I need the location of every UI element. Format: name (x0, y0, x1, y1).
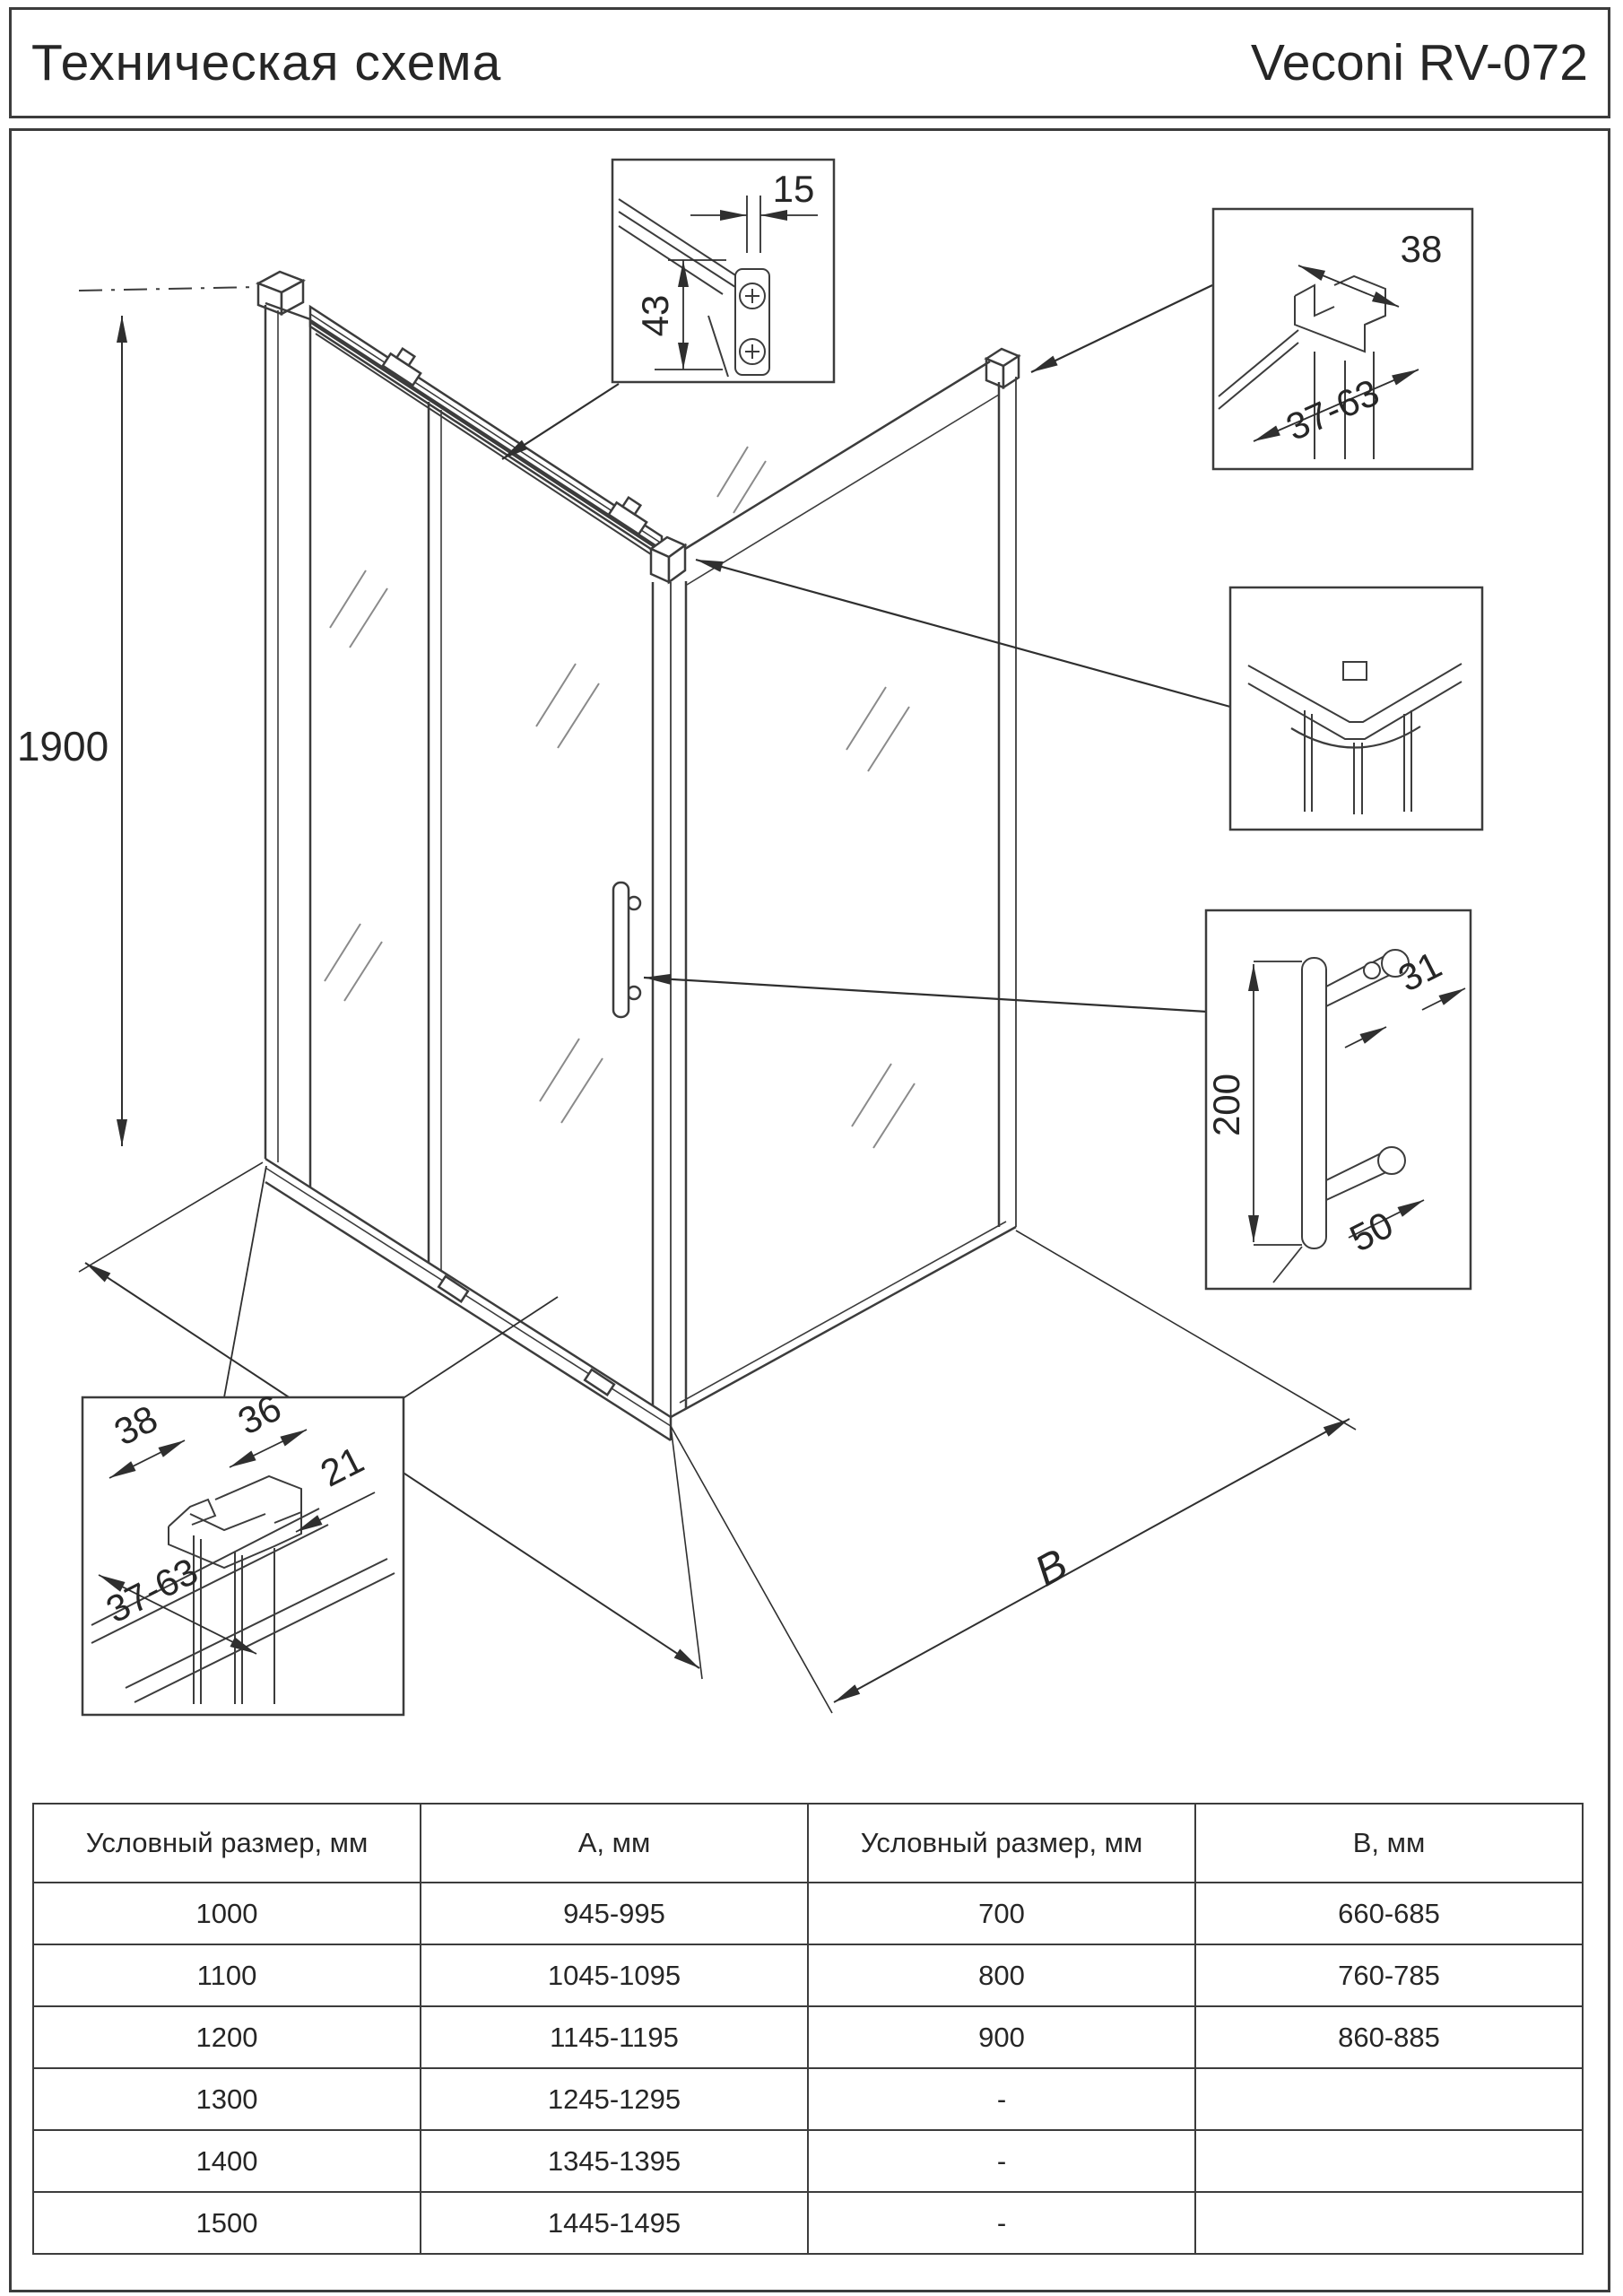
cell: 1400 (33, 2130, 421, 2192)
cell: 1045-1095 (421, 1944, 808, 2006)
cell: 1145-1195 (421, 2006, 808, 2068)
side-profile-top-cap (986, 349, 1019, 387)
roller-height-label: 43 (634, 294, 676, 337)
size-table-header-row (33, 1804, 1583, 1883)
cell: 900 (808, 2006, 1195, 2068)
front-corner-block (651, 537, 685, 582)
table-row (33, 2192, 1583, 2254)
bottom-profile-depth-label: 21 (313, 1438, 370, 1495)
cell: 660-685 (1195, 1883, 1583, 1944)
wall-profile-width-label: 38 (1400, 228, 1443, 270)
cell: - (808, 2068, 1195, 2130)
cell: 760-785 (1195, 1944, 1583, 2006)
roller-offset-label: 15 (772, 168, 815, 210)
cell: 1000 (33, 1883, 421, 1944)
table-row (33, 2068, 1583, 2130)
door-handle (613, 883, 640, 1017)
callout-handle-detail (1205, 910, 1471, 1289)
cell: 1245-1295 (421, 2068, 808, 2130)
cell: 700 (808, 1883, 1195, 1944)
cell: 1500 (33, 2192, 421, 2254)
door-right-frame (653, 581, 686, 1417)
callout-roller-detail (612, 160, 834, 382)
model-code: Veconi RV-072 (1250, 34, 1588, 91)
cell: 1445-1495 (421, 2192, 808, 2254)
cell (1195, 2068, 1583, 2130)
wall-profile-range-label: 37-63 (1280, 370, 1385, 449)
table-row (33, 2130, 1583, 2192)
cell: 1345-1395 (421, 2130, 808, 2192)
col-header-b: В, мм (1195, 1804, 1583, 1883)
left-wall-profile (265, 303, 310, 1187)
handle-length-label: 200 (1205, 1073, 1247, 1137)
dimension-B (671, 1231, 1356, 1713)
handle-pin-top-label: 31 (1391, 943, 1448, 1000)
cell: 800 (808, 1944, 1195, 2006)
bottom-profile-range-label: 37-63 (99, 1549, 204, 1631)
cell: - (808, 2130, 1195, 2192)
top-rail (310, 307, 662, 558)
col-header-nominal-a: Условный размер, мм (33, 1804, 421, 1883)
cell: 860-885 (1195, 2006, 1583, 2068)
cell (1195, 2130, 1583, 2192)
callout-bottom-profile-detail (82, 1387, 404, 1715)
col-header-nominal-b: Условный размер, мм (808, 1804, 1195, 1883)
page-title: Техническая схема (31, 34, 502, 91)
handle-pin-bottom-label: 50 (1342, 1203, 1400, 1260)
table-row (33, 1944, 1583, 2006)
panel-divider (429, 402, 441, 1271)
cell: 1100 (33, 1944, 421, 2006)
callout-leaders (224, 285, 1230, 1399)
table-row (33, 2006, 1583, 2068)
cell: 1200 (33, 2006, 421, 2068)
depth-dimension-label: B (1027, 1540, 1076, 1596)
size-table (32, 1803, 1584, 2255)
bottom-profile-inner-label: 36 (230, 1386, 288, 1443)
cell (1195, 2192, 1583, 2254)
cell: - (808, 2192, 1195, 2254)
callout-corner-connector-detail (1230, 587, 1482, 830)
bottom-profile-width-label: 38 (107, 1396, 164, 1454)
side-panel-edges (671, 361, 1016, 1417)
cell: 1300 (33, 2068, 421, 2130)
col-header-a: А, мм (421, 1804, 808, 1883)
glass-reflections (325, 447, 915, 1148)
cell: 945-995 (421, 1883, 808, 1944)
height-dimension-label: 1900 (16, 723, 109, 770)
callout-wall-profile-detail (1213, 209, 1472, 469)
side-wall-profile (999, 377, 1016, 1227)
table-row (33, 1883, 1583, 1944)
shower-enclosure-isometric (79, 272, 1019, 1440)
